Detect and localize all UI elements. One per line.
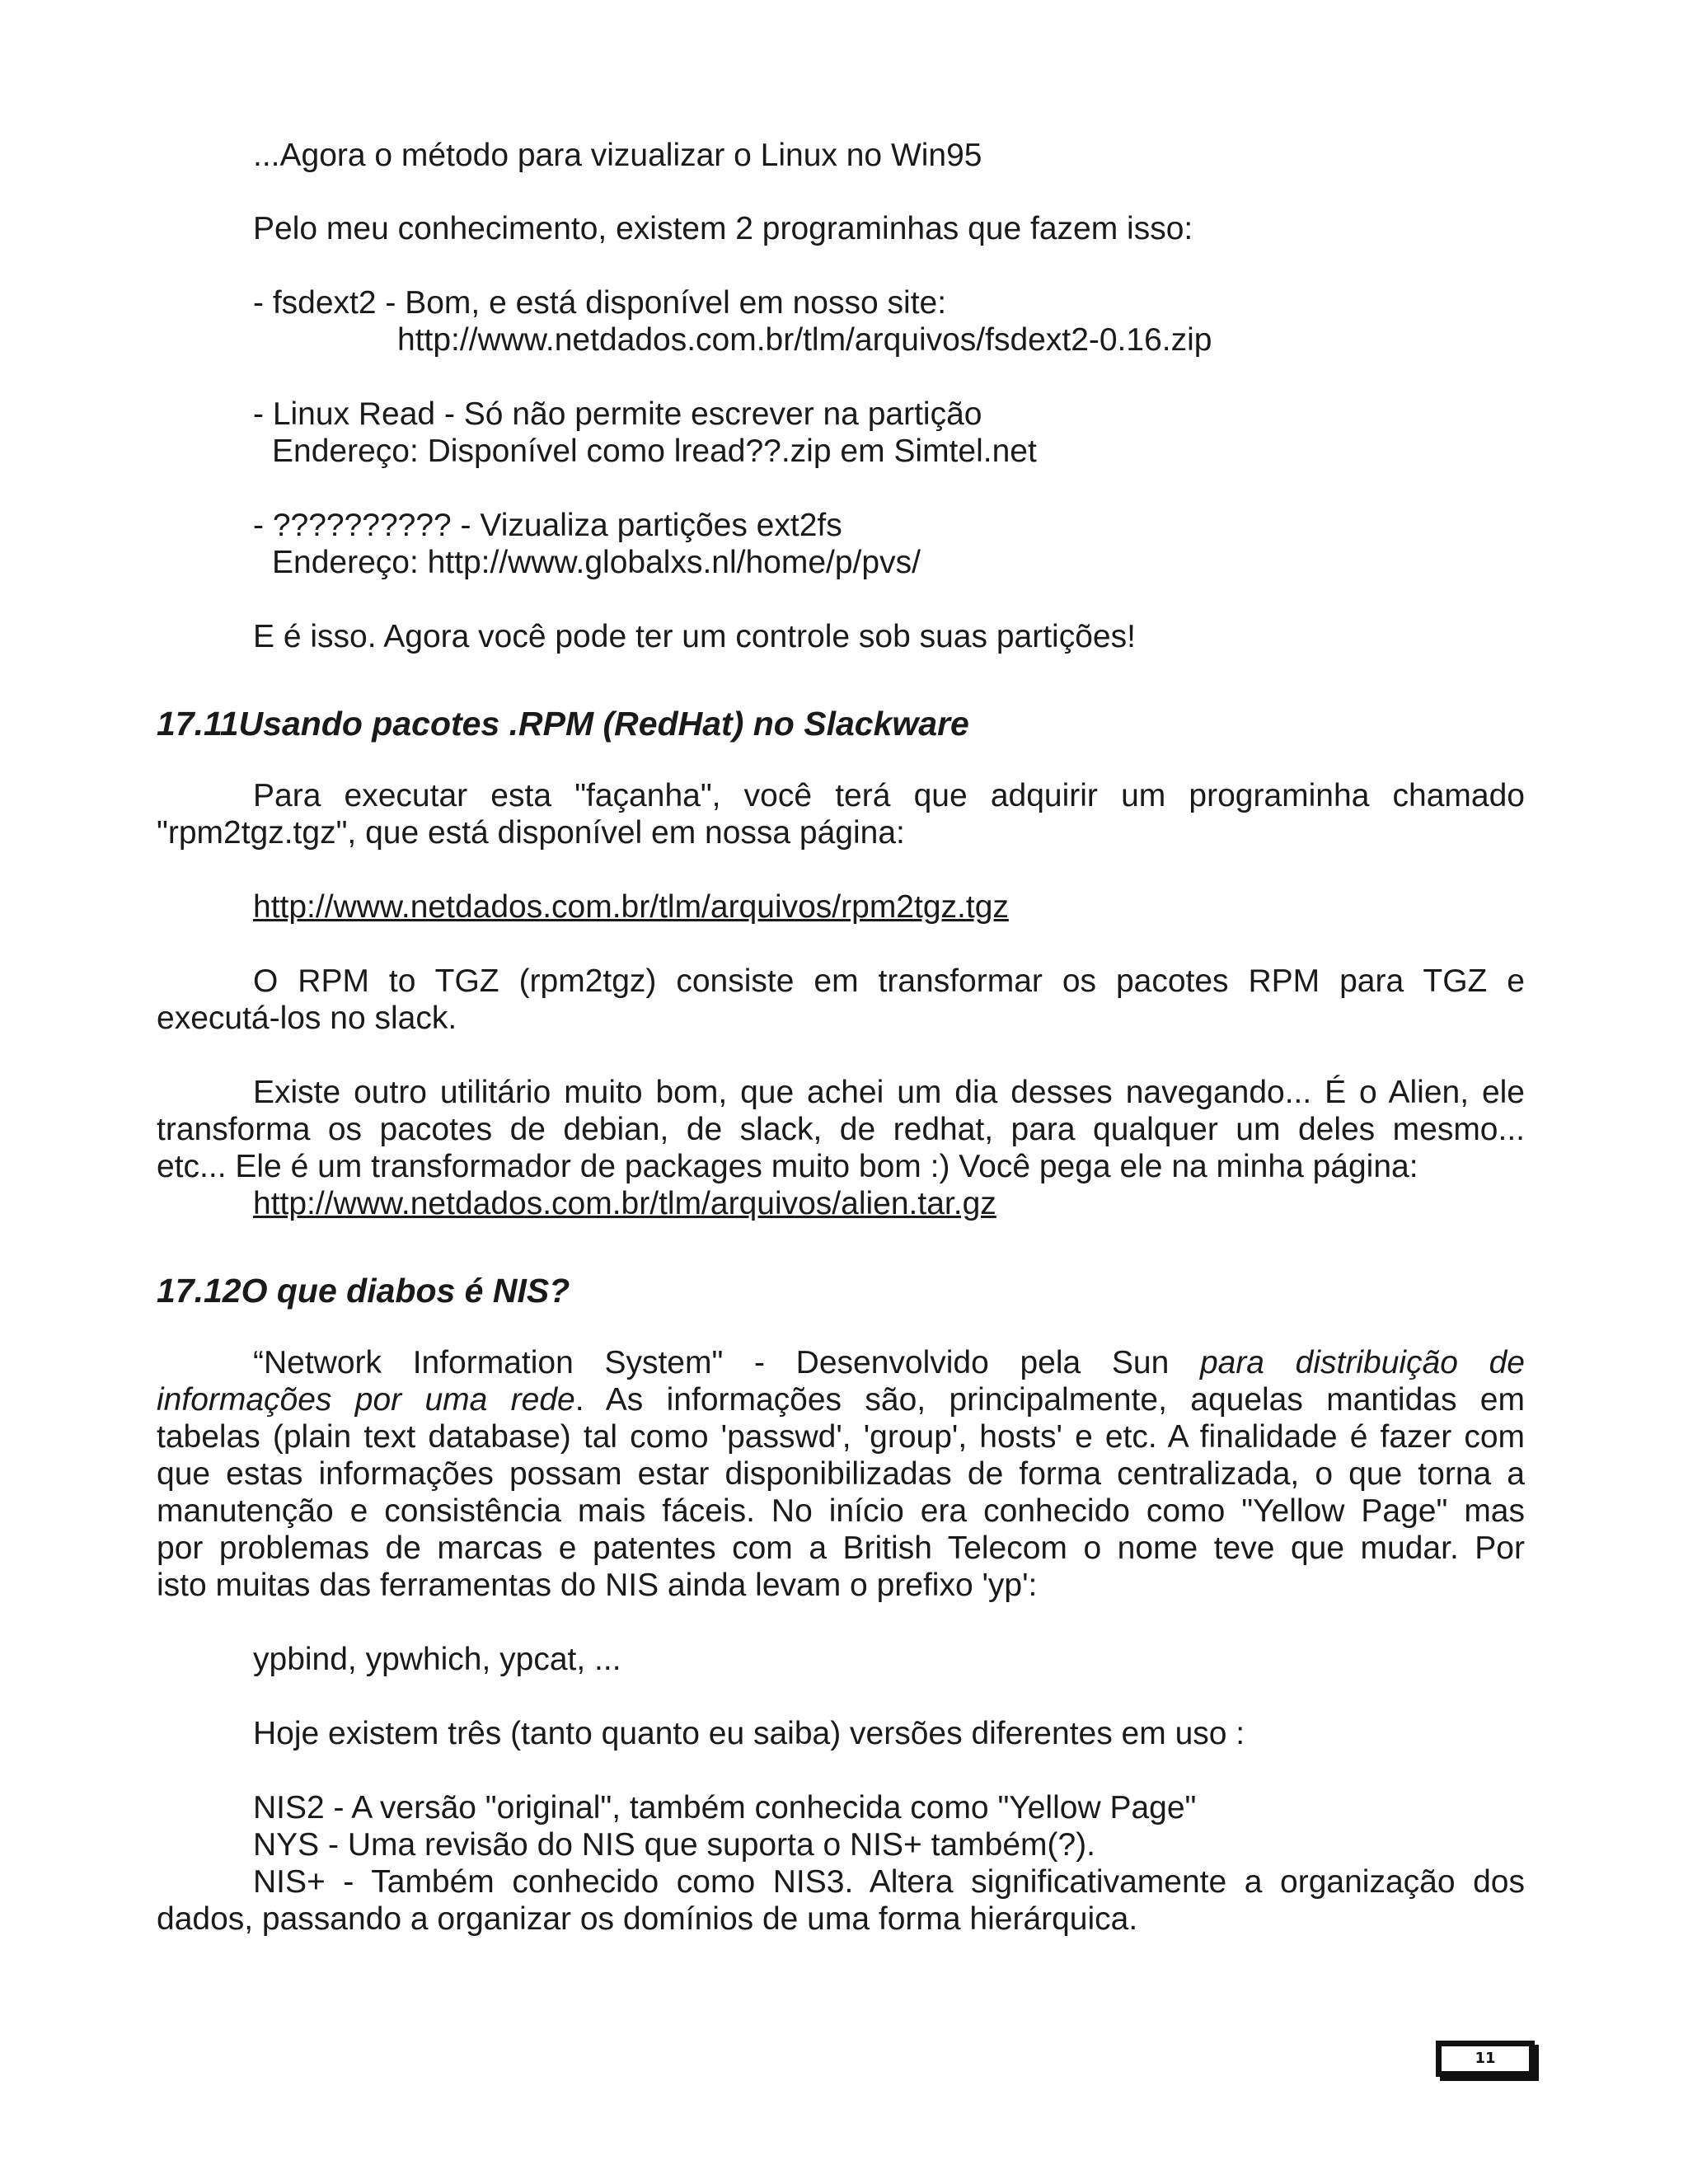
- section-heading-17-12: 17.12O que diabos é NIS?: [157, 1272, 570, 1310]
- s1712-p1-line-5: manutenção e consistência mais fáceis. No início era conhecido como "Yellow Page" mas: [157, 1493, 1525, 1529]
- alien-link[interactable]: http://www.netdados.com.br/tlm/arquivos/alien.tar.gz: [253, 1186, 996, 1221]
- intro-line-1: ...Agora o método para vizualizar o Linux no Win95: [253, 138, 982, 173]
- s1711-p3-line-1: Existe outro utilitário muito bom, que achei um dia desses navegando... É o Alien, ele: [253, 1075, 1525, 1110]
- s1712-p1-line-6: por problemas de marcas e patentes com a British Telecom o nome teve que mudar. Por: [157, 1530, 1525, 1566]
- s1711-p1-line-1: Para executar esta "façanha", você terá que adquirir um programinha chamado: [253, 778, 1525, 813]
- nis-tools-list: ypbind, ypwhich, ypcat, ...: [253, 1642, 621, 1677]
- section-heading-17-11: 17.11Usando pacotes .RPM (RedHat) no Slackware: [157, 705, 969, 743]
- s1712-p1-line-3: tabelas (plain text database) tal como 'passwd', 'group', hosts' e etc. A finalidade é fazer com: [157, 1419, 1525, 1455]
- s1712-p1-line-2-text: . As informações são, principalmente, aquelas mantidas em: [574, 1382, 1525, 1418]
- s1712-p1-line-7: isto muitas das ferramentas do NIS ainda levam o prefixo 'yp':: [157, 1568, 1038, 1603]
- s1712-p1-line-2: [157, 1381, 1525, 1419]
- s1711-p2-line-1: O RPM to TGZ (rpm2tgz) consiste em transformar os pacotes RPM para TGZ e: [253, 963, 1525, 999]
- s1712-p1-line-1-italic: para distribuição de: [1199, 1345, 1525, 1380]
- s1711-p3-line-3: etc... Ele é um transformador de packages muito bom :) Você pega ele na minha página:: [157, 1149, 1418, 1184]
- s1712-p1-line-2-italic: informações por uma rede: [157, 1382, 575, 1418]
- program-linux-read-title: - Linux Read - Só não permite escrever na partição: [253, 396, 982, 432]
- program-linux-read-address: Endereço: Disponível como lread??.zip em Simtel.net: [272, 434, 1037, 469]
- program-unknown-title: - ?????????? - Vizualiza partições ext2fs: [253, 508, 842, 543]
- program-unknown-address: Endereço: http://www.globalxs.nl/home/p/pvs/: [272, 545, 921, 580]
- s1712-p1-line-1: [157, 1344, 1525, 1382]
- nis-version-nisplus-line-2: dados, passando a organizar os domínios de uma forma hierárquica.: [157, 1901, 1138, 1937]
- s1712-p1-line-1-text: “Network Information System" - Desenvolvido pela Sun: [253, 1345, 1200, 1380]
- s1711-p1-line-2: "rpm2tgz.tgz", que está disponível em nossa página:: [157, 815, 905, 851]
- s1711-p3-line-2: transforma os pacotes de debian, de slack, de redhat, para qualquer um deles mesmo...: [157, 1112, 1525, 1147]
- nis-versions-intro: Hoje existem três (tanto quanto eu saiba) versões diferentes em uso :: [253, 1716, 1245, 1751]
- nis-version-nys: NYS - Uma revisão do NIS que suporta o NIS+ também(?).: [253, 1827, 1095, 1863]
- program-fsdext2-title: - fsdext2 - Bom, e está disponível em nosso site:: [253, 285, 947, 321]
- intro-line-2: Pelo meu conhecimento, existem 2 programinhas que fazem isso:: [253, 211, 1193, 246]
- s1711-p2-line-2: executá-los no slack.: [157, 1001, 457, 1036]
- rpm2tgz-link[interactable]: http://www.netdados.com.br/tlm/arquivos/rpm2tgz.tgz: [253, 889, 1009, 925]
- nis-version-nis2: NIS2 - A versão "original", também conhecida como "Yellow Page": [253, 1790, 1197, 1825]
- program-fsdext2-url: http://www.netdados.com.br/tlm/arquivos/fsdext2-0.16.zip: [397, 322, 1212, 358]
- nis-version-nisplus-line-1: NIS+ - Também conhecido como NIS3. Altera significativamente a organização dos: [253, 1864, 1525, 1900]
- closing-line: E é isso. Agora você pode ter um controle sob suas partições!: [253, 619, 1136, 654]
- page-number-badge: 11: [1436, 2041, 1535, 2077]
- s1712-p1-line-4: que estas informações possam estar disponibilizadas de forma centralizada, o que torna a: [157, 1456, 1525, 1492]
